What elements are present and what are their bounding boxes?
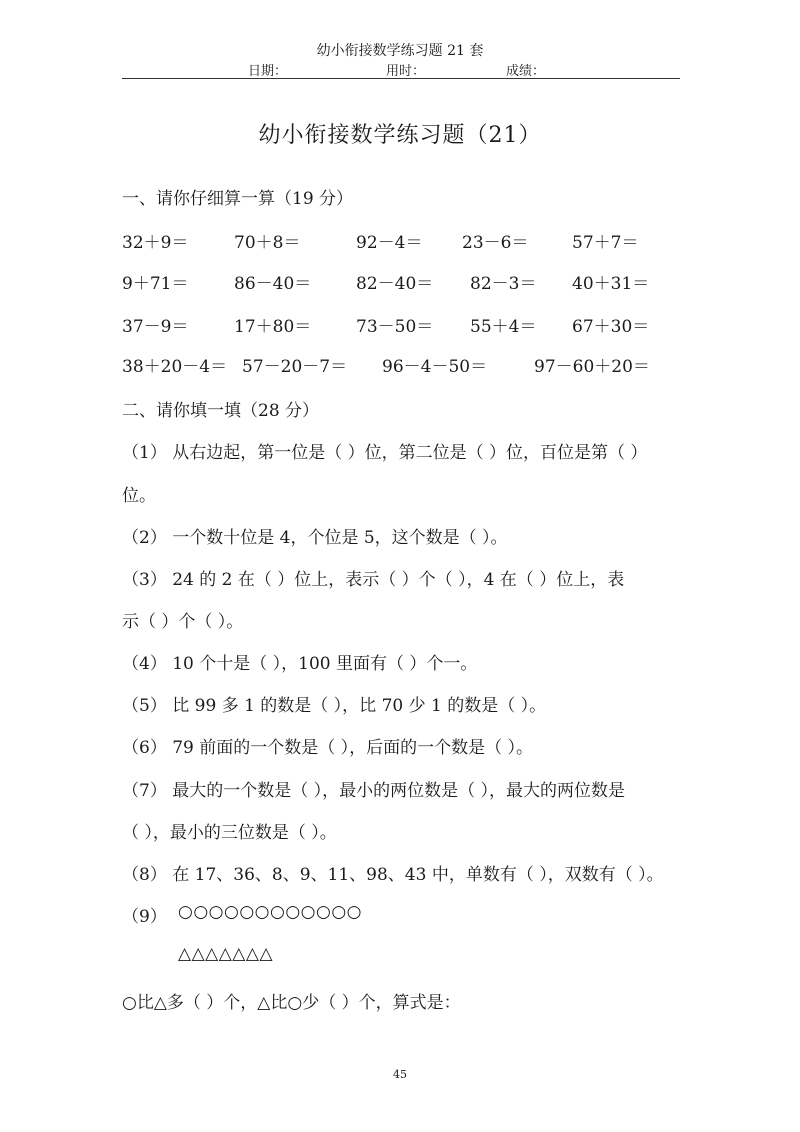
triangle-row: △△△△△△△ <box>178 944 274 964</box>
equation: 40＋31＝ <box>572 274 650 294</box>
equation: 70＋8＝ <box>234 233 301 253</box>
document-title: 幼小衔接数学练习题（21） <box>258 123 542 148</box>
question-9: ○比△多（ ）个，△比○少（ ）个，算式是： <box>122 993 461 1013</box>
equation: 73－50＝ <box>356 317 434 337</box>
section-1-heading: 一、请你仔细算一算（19 分） <box>122 189 354 209</box>
question-8: （8） 在 17、36、8、9、11、98、43 中，单数有（ ），双数有（ ）。 <box>122 865 664 885</box>
equation: 55＋4＝ <box>470 317 537 337</box>
time-label: 用时： <box>386 64 426 79</box>
question-6: （6） 79 前面的一个数是（ ），后面的一个数是（ ）。 <box>122 738 534 758</box>
equation: 82－40＝ <box>356 274 434 294</box>
question-3-cont: 示（ ）个（ ）。 <box>122 612 244 632</box>
equation: 57－20－7＝ <box>242 357 348 377</box>
equation: 57＋7＝ <box>572 233 639 253</box>
equation: 38＋20－4＝ <box>122 357 228 377</box>
page-header-title: 幼小衔接数学练习题 21 套 <box>316 43 484 59</box>
equation: 17＋80＝ <box>234 317 312 337</box>
equation: 97－60＋20＝ <box>534 357 650 377</box>
equation: 96－4－50＝ <box>382 357 488 377</box>
circle-row: ○○○○○○○○○○○○ <box>178 902 363 922</box>
score-label: 成绩： <box>506 64 546 79</box>
question-5: （5） 比 99 多 1 的数是（ ），比 70 少 1 的数是（ ）。 <box>122 696 547 716</box>
section-2-heading: 二、请你填一填（28 分） <box>122 401 320 421</box>
header-divider <box>122 78 680 79</box>
equation: 67＋30＝ <box>572 317 650 337</box>
equation: 32＋9＝ <box>122 233 189 253</box>
question-9-label: （9） <box>122 907 167 927</box>
question-4: （4） 10 个十是（ ），100 里面有（ ）个一。 <box>122 654 478 674</box>
question-7: （7） 最大的一个数是（ ），最小的两位数是（ ），最大的两位数是 <box>122 781 626 801</box>
date-label: 日期： <box>248 64 288 79</box>
equation: 37－9＝ <box>122 317 189 337</box>
equation: 23－6＝ <box>462 233 529 253</box>
equation: 92－4＝ <box>356 233 423 253</box>
equation: 9＋71＝ <box>122 274 189 294</box>
question-3: （3） 24 的 2 在（ ）位上，表示（ ）个（ ），4 在（ ）位上，表 <box>122 570 625 590</box>
page-number: 45 <box>393 1068 407 1081</box>
question-2: （2） 一个数十位是 4，个位是 5，这个数是（ ）。 <box>122 528 508 548</box>
question-7-cont: （ ），最小的三位数是（ ）。 <box>122 823 337 843</box>
equation: 82－3＝ <box>470 274 537 294</box>
question-1-cont: 位。 <box>122 486 156 506</box>
equation: 86－40＝ <box>234 274 312 294</box>
question-1: （1） 从右边起，第一位是（ ）位，第二位是（ ）位，百位是第（ ） <box>122 443 648 463</box>
